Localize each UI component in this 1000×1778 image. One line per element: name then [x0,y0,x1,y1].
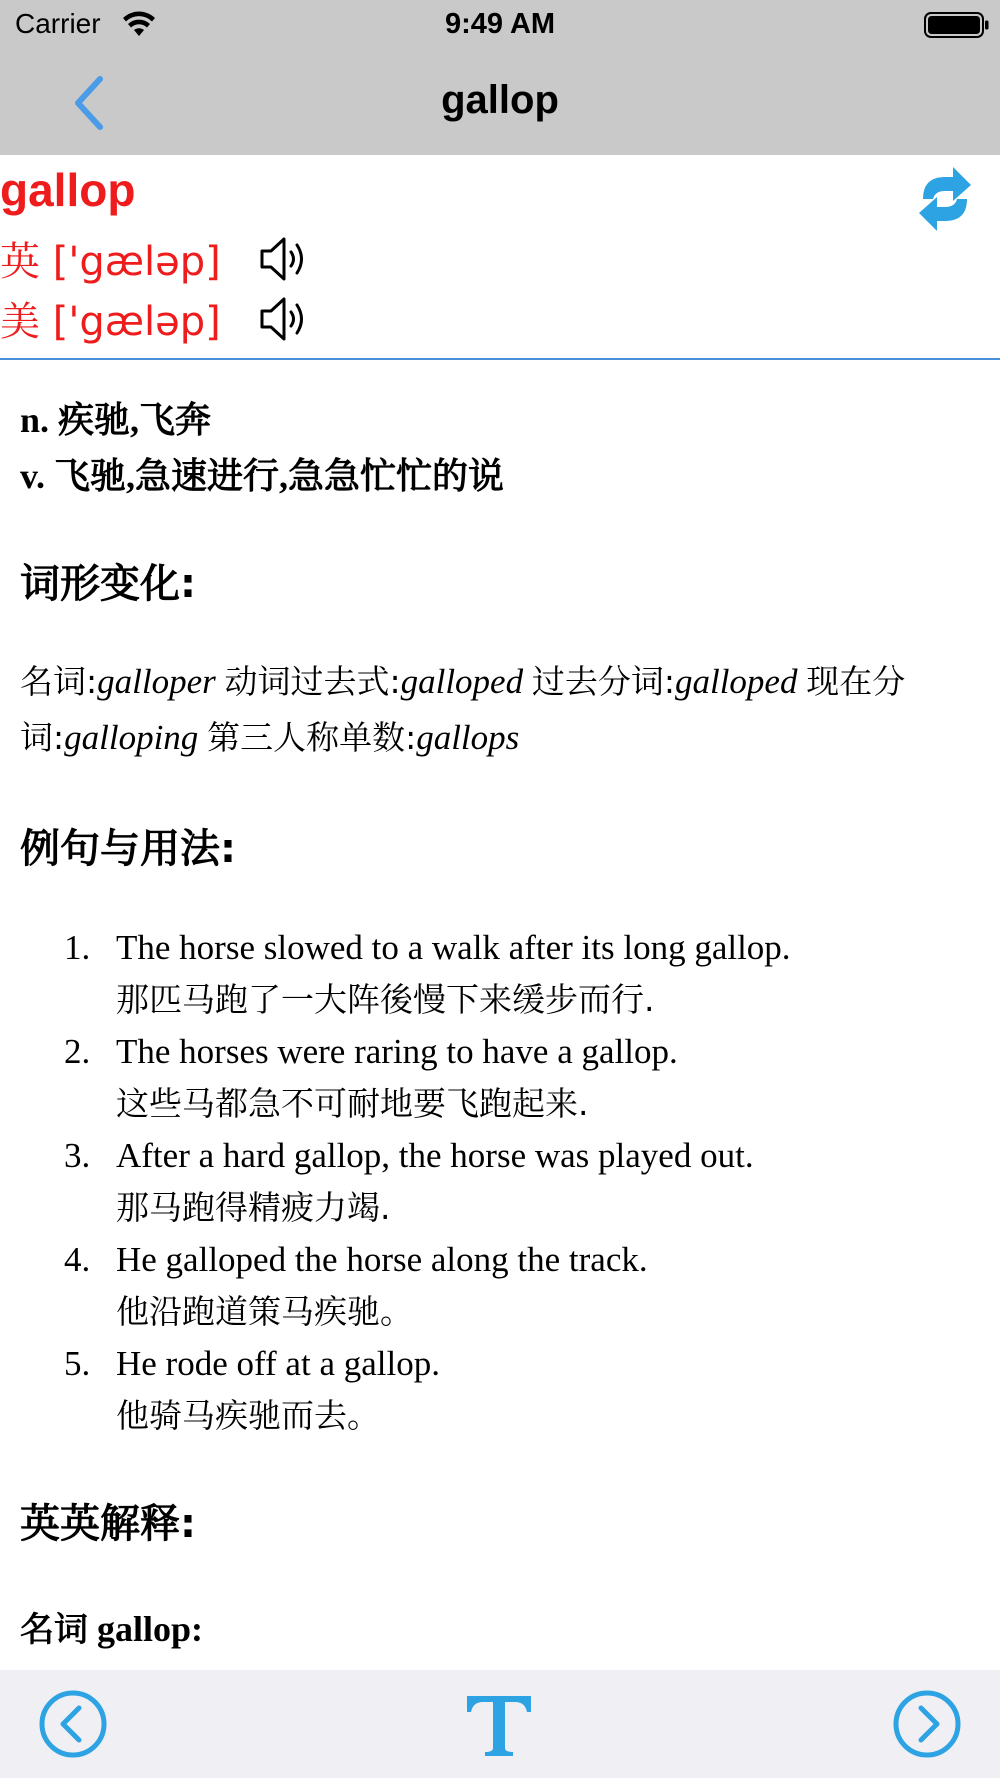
word-header [0,155,1000,360]
example-chinese: 那匹马跑了一大阵後慢下来缓步而行. [116,980,655,1019]
example-english: The horse slowed to a walk after its long gallop. [116,928,791,967]
morph-form: galloping [64,718,199,757]
morph-label: 第三人称单数: [207,718,417,757]
definition-line: v. 飞驰,急速进行,急急忙忙的说 [20,456,505,496]
morph-form: galloper [97,662,216,701]
morph-form: galloped [674,662,798,701]
example-number: 5. [64,1344,91,1383]
example-chinese: 那马跑得精疲力竭. [116,1188,391,1227]
carrier-label: Carrier [15,8,101,39]
example-number: 1. [64,928,91,967]
example-english: After a hard gallop, the horse was played out. [116,1136,754,1175]
morph-label: 动词过去式: [224,662,401,701]
example-english: He galloped the horse along the track. [116,1240,648,1279]
example-chinese: 他沿跑道策马疾驰。 [116,1292,413,1331]
uk-pronunciation-row [0,230,312,287]
nav-bar [0,50,1000,155]
us-pronunciation-row [0,290,312,347]
status-bar [0,0,1000,50]
morph-form: gallops [416,718,520,757]
example-english: He rode off at a gallop. [116,1344,440,1383]
battery-icon [924,11,990,39]
example-number: 4. [64,1240,91,1279]
morphology-heading: 词形变化: [20,561,196,607]
nav-title: gallop [441,78,559,122]
example-number: 2. [64,1032,91,1071]
clock: 9:49 AM [444,8,556,40]
definition-line: n. 疾驰,飞奔 [20,400,212,440]
list-item [0,1026,1000,1130]
morph-form: galloped [400,662,524,701]
morph-label: 名词: [20,662,98,701]
top-bar [0,0,1000,155]
speaker-icon[interactable] [258,294,312,344]
pos-label: 名词 [20,1610,88,1650]
us-pronunciation: 美 ['gæləp] [0,299,221,345]
list-item [0,1338,1000,1442]
pos-subheading [20,1602,203,1651]
examples-heading: 例句与用法: [20,826,236,872]
pos-word: gallop: [97,1609,204,1649]
text-size-icon[interactable] [463,1688,535,1760]
example-chinese: 他骑马疾驰而去。 [116,1396,380,1435]
morphology-text [20,654,965,766]
example-chinese: 这些马都急不可耐地要飞跑起来. [116,1084,589,1123]
refresh-icon[interactable] [915,165,975,233]
example-number: 3. [64,1136,91,1175]
english-definition-heading: 英英解释: [20,1501,196,1547]
definitions [20,392,980,504]
circle-chevron-right-icon[interactable] [891,1688,963,1760]
examples-list [0,922,1000,1442]
uk-pronunciation: 英 ['gæləp] [0,239,221,285]
list-item [0,1130,1000,1234]
morph-label: 过去分词: [531,662,675,701]
circle-chevron-left-icon[interactable] [37,1688,109,1760]
list-item [0,1234,1000,1338]
bottom-toolbar [0,1670,1000,1778]
list-item [0,922,1000,1026]
definition-content[interactable] [0,362,1000,1670]
morph-label: 现在分词: [20,662,906,757]
headword: gallop [0,164,136,216]
example-english: The horses were raring to have a gallop. [116,1032,678,1071]
speaker-icon[interactable] [258,234,312,284]
